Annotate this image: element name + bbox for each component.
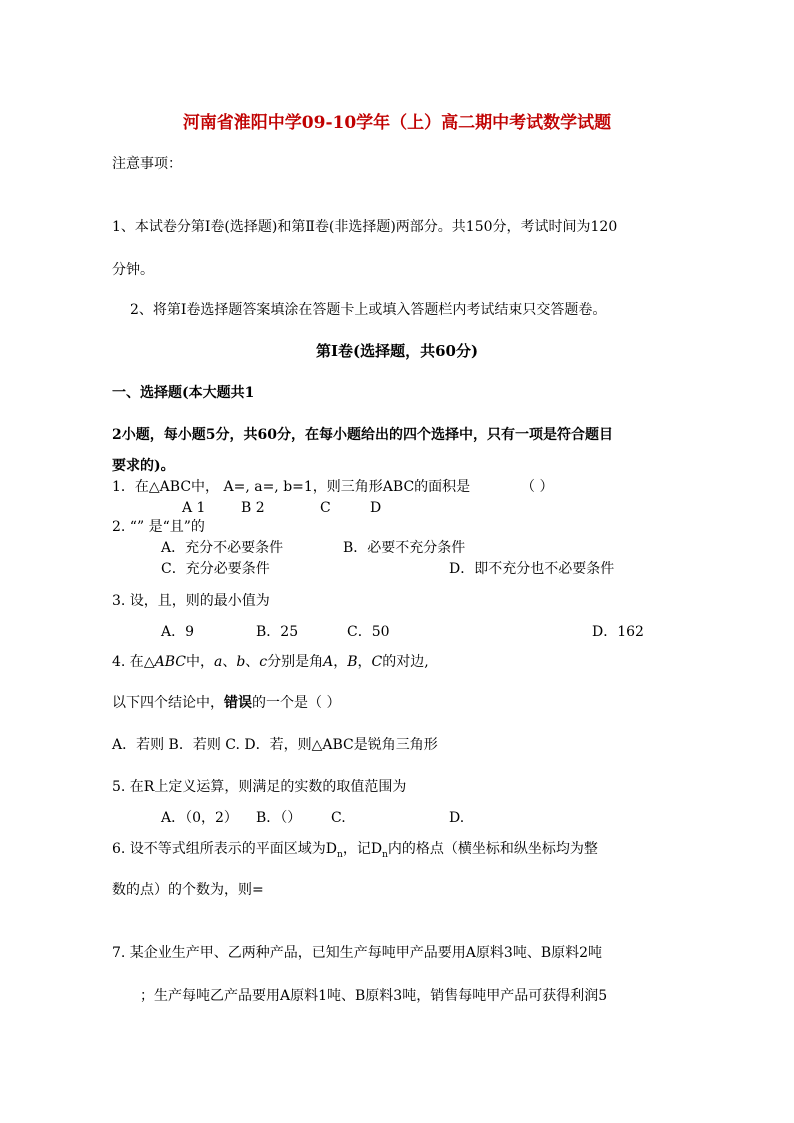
- q4-side-c: c: [259, 654, 268, 670]
- question-1-answer-paren: （ ）: [521, 479, 554, 495]
- question-2-stem: 2. “” 是“且”的: [112, 519, 205, 535]
- question-3-stem: 3. 设，且，则的最小值为: [112, 593, 270, 609]
- q4-angle-c: C: [371, 654, 383, 670]
- question-5-option-b: B．（）: [256, 810, 302, 826]
- part-1-heading-c: 要求的)。: [112, 458, 175, 474]
- note-2: 2、将第Ⅰ卷选择题答案填涂在答题卡上或填入答题栏内考试结束只交答题卷。: [130, 302, 607, 318]
- q6-mid: ，记D: [342, 841, 383, 857]
- q4-sep-1: 、: [222, 654, 237, 670]
- question-4-options: A．若则 B．若则 C. D．若，则△ABC是锐角三角形: [112, 737, 438, 753]
- q6-post: 内的格点（横坐标和纵坐标均为整: [387, 841, 598, 857]
- question-4-stem: [112, 653, 429, 671]
- question-5-option-d: D.: [449, 810, 465, 826]
- q6-sub-2: n: [382, 849, 388, 860]
- question-1-option-c: C: [320, 500, 331, 516]
- question-3-option-a: A．9: [161, 624, 195, 640]
- question-3-option-d: D．162: [592, 624, 644, 640]
- q4-end: 的对边,: [382, 654, 429, 670]
- question-7-line-1: 7. 某企业生产甲、乙两种产品，已知生产每吨甲产品要用A原料3吨、B原料2吨: [112, 945, 603, 961]
- q6-pre: 6. 设不等式组所表示的平面区域为D: [112, 841, 338, 857]
- question-5-option-c: C.: [331, 810, 346, 826]
- q4-line2-post: 的一个是（ ）: [252, 695, 341, 711]
- q4-sep-2: 、: [245, 654, 260, 670]
- question-6-line-2: 数的点）的个数为，则=: [112, 882, 264, 898]
- q4-angle-a: A: [323, 654, 334, 670]
- q4-side-a: a: [213, 654, 223, 670]
- note-1-line-2: 分钟。: [112, 262, 154, 278]
- question-5-option-a: A．（0，2）: [161, 810, 238, 826]
- question-3-option-c: C．50: [347, 624, 390, 640]
- question-2-option-b: B．必要不充分条件: [343, 540, 466, 556]
- q4-mid-1: 中，: [185, 654, 214, 670]
- note-1-line-1: 1、本试卷分第Ⅰ卷(选择题)和第Ⅱ卷(非选择题)两部分。共150分，考试时间为120: [112, 219, 618, 235]
- q4-mid-2: 分别是角: [267, 654, 324, 670]
- q4-sep-3: ，: [333, 654, 348, 670]
- question-1-stem: 1．在△ABC中， A=, a=, b=1，则三角形ABC的面积是: [112, 479, 471, 495]
- question-2-option-d: D．即不充分也不必要条件: [449, 561, 615, 577]
- question-2-option-a: A．充分不必要条件: [161, 540, 284, 556]
- q4-stem-pre: 4. 在: [112, 654, 144, 670]
- q4-line2-pre: 以下四个结论中，: [112, 695, 224, 711]
- question-1-option-b: B 2: [241, 500, 265, 516]
- q4-side-b: b: [236, 654, 246, 670]
- question-5-stem: 5. 在R上定义运算，则满足的实数的取值范围为: [112, 779, 407, 795]
- section-title: 第Ⅰ卷(选择题，共60分): [315, 342, 479, 360]
- question-4-line-2: [112, 694, 340, 712]
- doc-title: 河南省淮阳中学09-10学年（上）高二期中考试数学试题: [182, 113, 612, 133]
- part-1-heading-a: 一、选择题(本大题共1: [112, 385, 255, 401]
- q6-sub-1: n: [337, 849, 343, 860]
- question-7-line-2: ；生产每吨乙产品要用A原料1吨、B原料3吨，销售每吨甲产品可获得利润5: [140, 988, 608, 1004]
- part-1-heading-b: 2小题，每小题5分，共60分，在每小题给出的四个选择中，只有一项是符合题目: [112, 427, 613, 443]
- question-1-option-a: A 1: [182, 500, 206, 516]
- question-3-option-b: B．25: [256, 624, 299, 640]
- q4-angle-b: B: [347, 654, 358, 670]
- q4-line2-bold: 错误: [224, 695, 252, 711]
- q4-sep-4: ，: [357, 654, 372, 670]
- notes-label: 注意事项：: [112, 156, 182, 172]
- question-6-stem: [112, 840, 598, 864]
- q4-triangle: △ABC: [143, 654, 186, 670]
- question-1-option-d: D: [370, 500, 382, 516]
- question-2-option-c: C．充分必要条件: [161, 561, 270, 577]
